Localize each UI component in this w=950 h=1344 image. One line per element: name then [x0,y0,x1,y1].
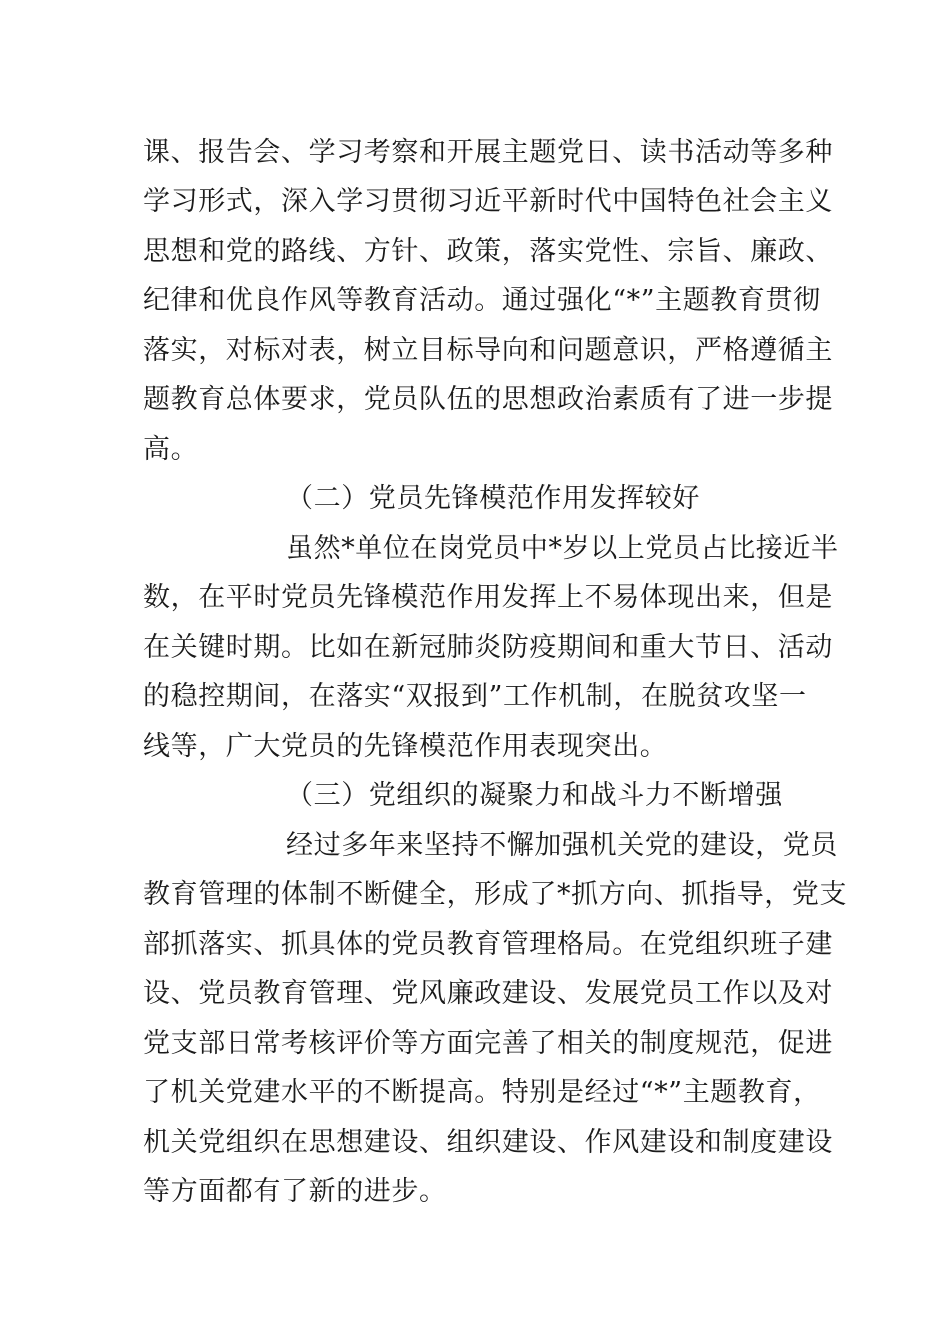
paragraph-1-line-7: 高。 [143,434,199,465]
paragraph-3-line-8: 等方面都有了新的进步。 [143,1176,447,1207]
paragraph-2-line-2: 数，在平时党员先锋模范作用发挥上不易体现出来，但是 [143,582,833,613]
section-heading-2: （二）党员先锋模范作用发挥较好 [286,483,700,514]
paragraph-1-line-5: 落实，对标对表，树立目标导向和问题意识，严格遵循主 [143,335,833,366]
paragraph-2-line-5: 线等，广大党员的先锋模范作用表现突出。 [143,731,668,762]
paragraph-3-line-5: 党支部日常考核评价等方面完善了相关的制度规范，促进 [143,1028,833,1059]
paragraph-1-line-2: 学习形式，深入学习贯彻习近平新时代中国特色社会主义 [143,186,833,217]
paragraph-2-line-3: 在关键时期。比如在新冠肺炎防疫期间和重大节日、活动 [143,632,833,663]
paragraph-1-line-3: 思想和党的路线、方针、政策，落实党性、宗旨、廉政、 [143,236,833,267]
paragraph-3-line-3: 部抓落实、抓具体的党员教育管理格局。在党组织班子建 [143,929,833,960]
paragraph-3-line-1: 经过多年来坚持不懈加强机关党的建设，党员 [286,830,838,861]
paragraph-3-line-4: 设、党员教育管理、党风廉政建设、发展党员工作以及对 [143,978,833,1009]
paragraph-2-line-1: 虽然*单位在岗党员中*岁以上党员占比接近半 [286,533,839,564]
paragraph-3-line-7: 机关党组织在思想建设、组织建设、作风建设和制度建设 [143,1127,833,1158]
paragraph-3-line-6: 了机关党建水平的不断提高。特别是经过“*”主题教育， [143,1077,821,1108]
paragraph-1-line-6: 题教育总体要求，党员队伍的思想政治素质有了进一步提 [143,384,833,415]
paragraph-2-line-4: 的稳控期间，在落实“双报到”工作机制，在脱贫攻坚一 [143,681,807,712]
paragraph-3-line-2: 教育管理的体制不断健全，形成了*抓方向、抓指导，党支 [143,879,848,910]
paragraph-1-line-1: 课、报告会、学习考察和开展主题党日、读书活动等多种 [143,137,833,168]
section-heading-3: （三）党组织的凝聚力和战斗力不断增强 [286,780,783,811]
paragraph-1-line-4: 纪律和优良作风等教育活动。通过强化“*”主题教育贯彻 [143,285,821,316]
